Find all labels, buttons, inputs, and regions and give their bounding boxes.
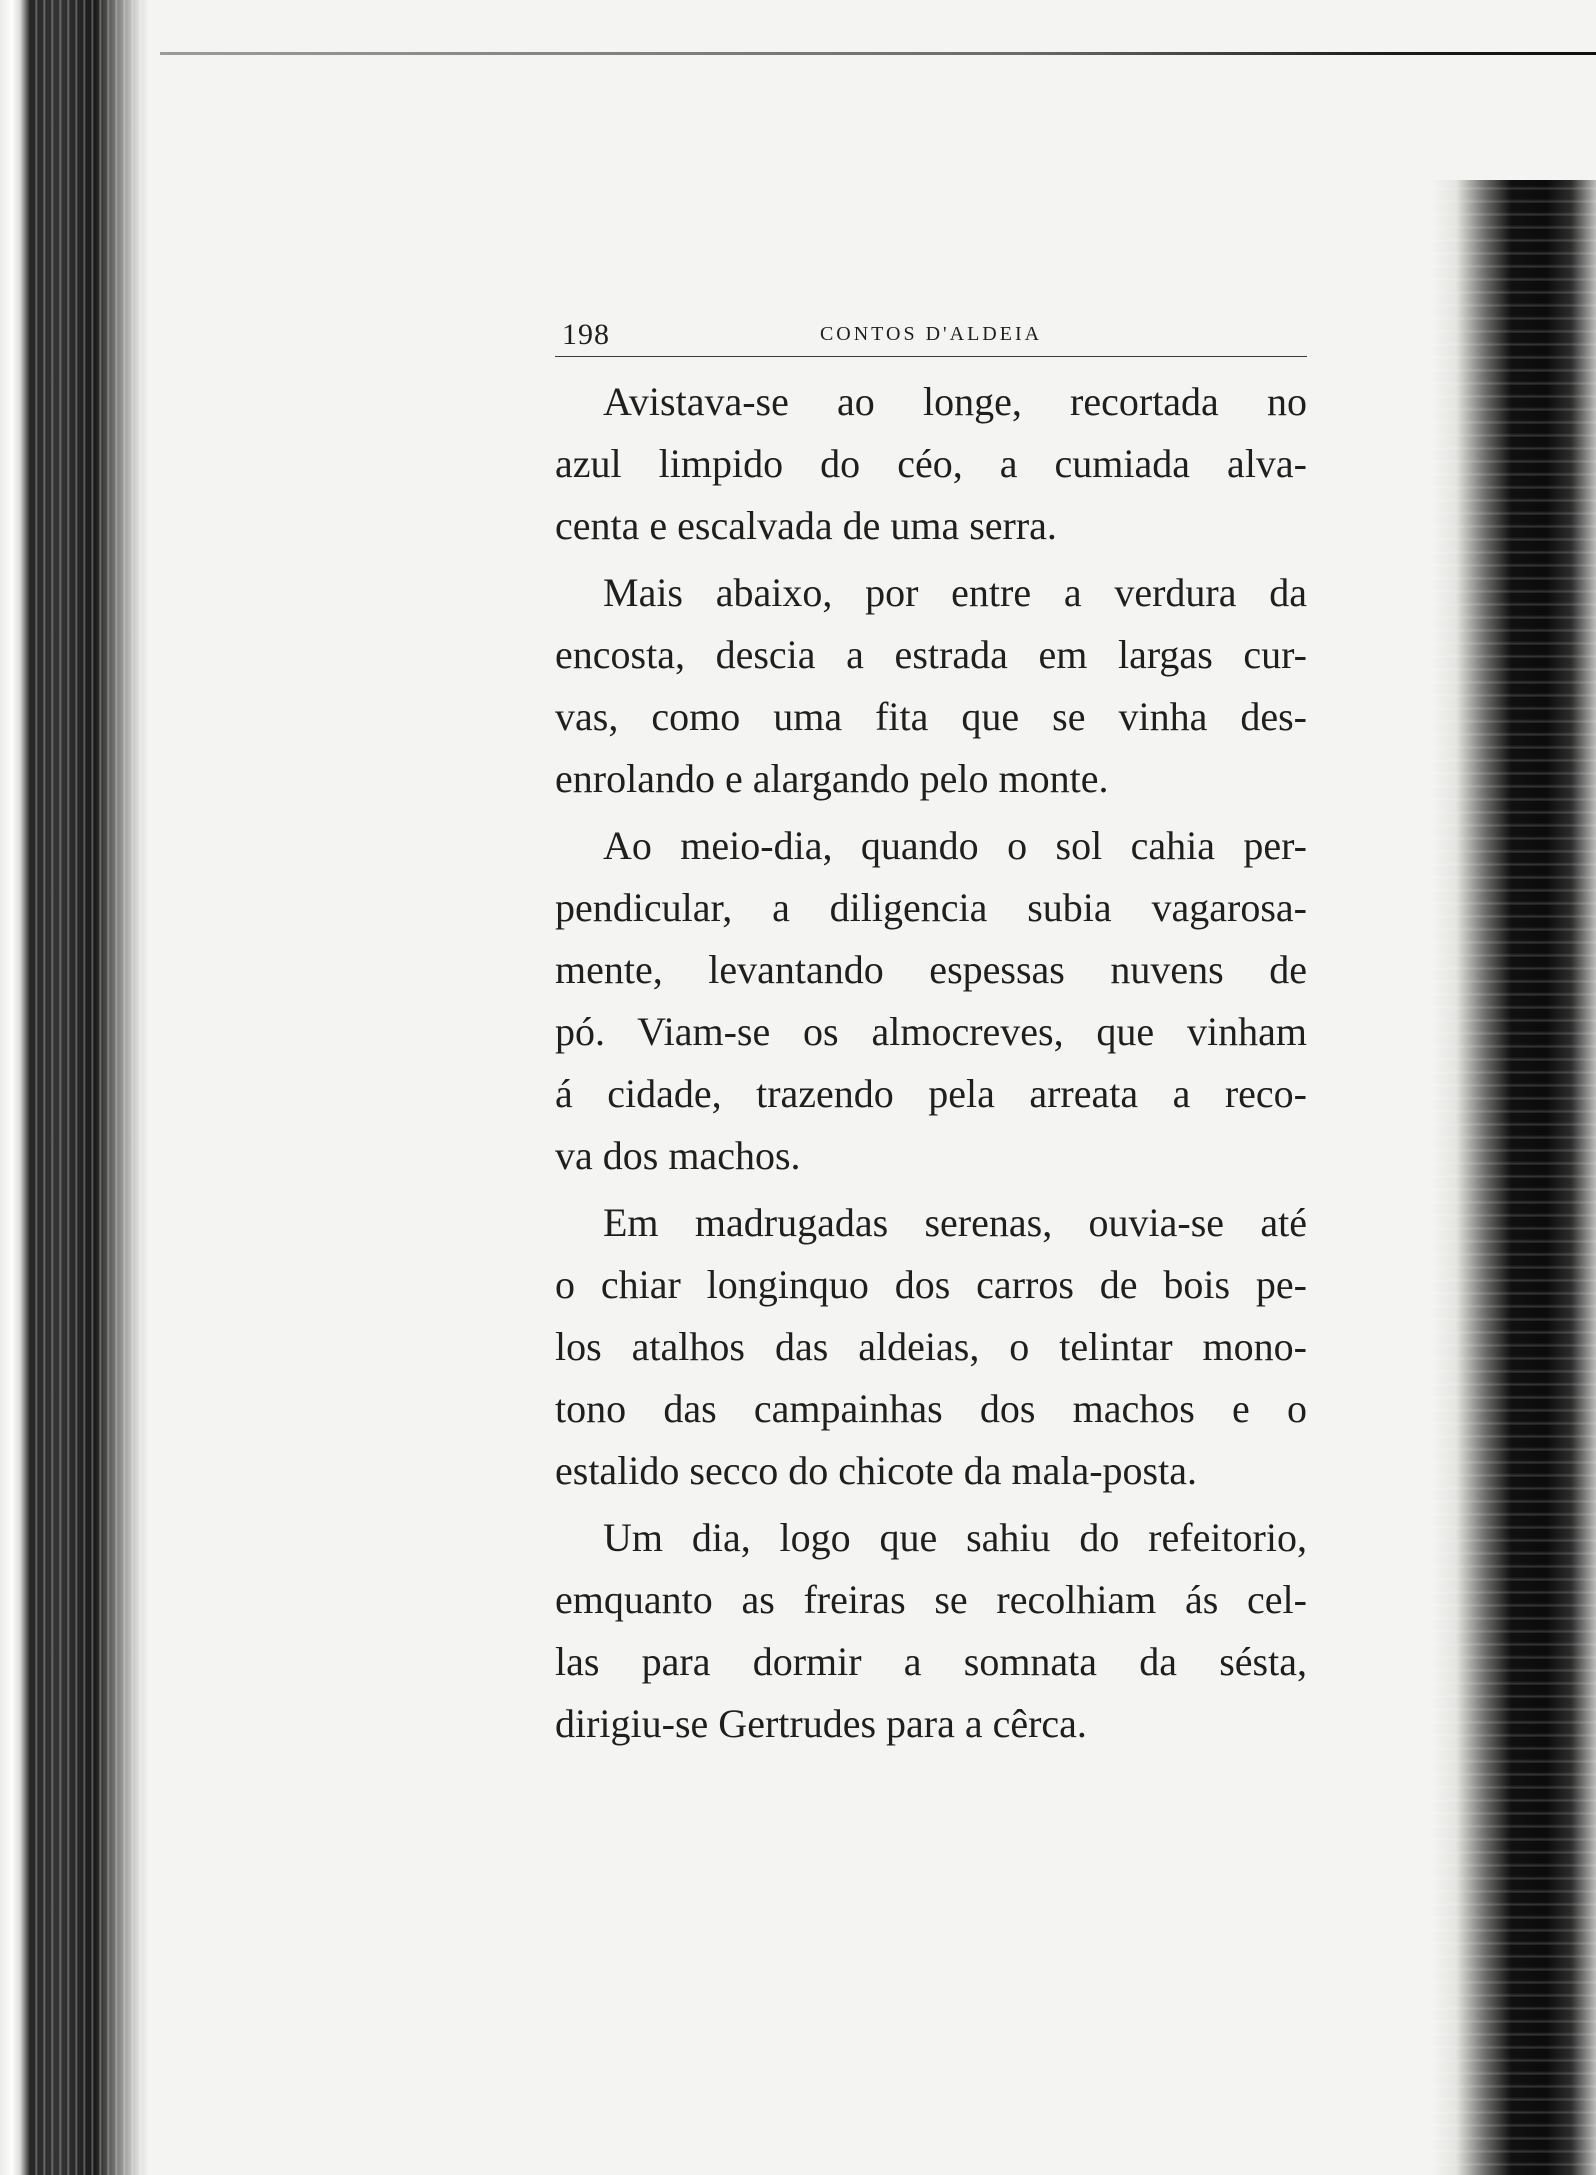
paragraph — [555, 1192, 1307, 1502]
text-line: va dos machos. — [555, 1133, 801, 1178]
text-line: emquanto as freiras se recolhiam ás cel- — [555, 1577, 1307, 1622]
text-line: encosta, descia a estrada em largas cur- — [555, 632, 1307, 677]
text-line: Ao meio-dia, quando o sol cahia per- — [603, 823, 1307, 868]
text-line: tono das campainhas dos machos e o — [555, 1386, 1307, 1431]
scan-edge-left-streaks — [30, 0, 150, 2175]
text-line: Em madrugadas serenas, ouvia-se até — [603, 1200, 1307, 1245]
text-line: azul limpido do céo, a cumiada alva- — [555, 441, 1307, 486]
text-line: las para dormir a somnata da sésta, — [555, 1639, 1307, 1684]
text-line: pó. Viam-se os almocreves, que vinham — [555, 1009, 1307, 1054]
page-number: 198 — [562, 318, 610, 351]
text-line: Um dia, logo que sahiu do refeitorio, — [603, 1515, 1307, 1560]
text-line: dirigiu-se Gertrudes para a cêrca. — [555, 1701, 1087, 1746]
text-line: estalido secco do chicote da mala-posta. — [555, 1448, 1197, 1493]
text-line: Avistava-se ao longe, recortada no — [603, 379, 1307, 424]
running-head — [555, 300, 1307, 357]
paragraph — [555, 371, 1307, 557]
text-line: mente, levantando espessas nuvens de — [555, 947, 1307, 992]
text-line: enrolando e alargando pelo monte. — [555, 756, 1109, 801]
book-page — [555, 300, 1307, 1760]
text-line: o chiar longinquo dos carros de bois pe- — [555, 1262, 1307, 1307]
text-line: los atalhos das aldeias, o telintar mono- — [555, 1324, 1307, 1369]
paragraph — [555, 562, 1307, 810]
paragraph — [555, 1507, 1307, 1755]
text-line: centa e escalvada de uma serra. — [555, 503, 1057, 548]
paragraph — [555, 815, 1307, 1187]
running-title: CONTOS D'ALDEIA — [819, 323, 1043, 345]
text-line: Mais abaixo, por entre a verdura da — [603, 570, 1307, 615]
text-line: vas, como uma fita que se vinha des- — [555, 694, 1307, 739]
body-text — [555, 371, 1307, 1755]
text-line: á cidade, trazendo pela arreata a reco- — [555, 1071, 1307, 1116]
scan-top-rule — [160, 52, 1596, 55]
scan-edge-right-speckle — [1431, 180, 1596, 2175]
text-line: pendicular, a diligencia subia vagarosa- — [555, 885, 1307, 930]
